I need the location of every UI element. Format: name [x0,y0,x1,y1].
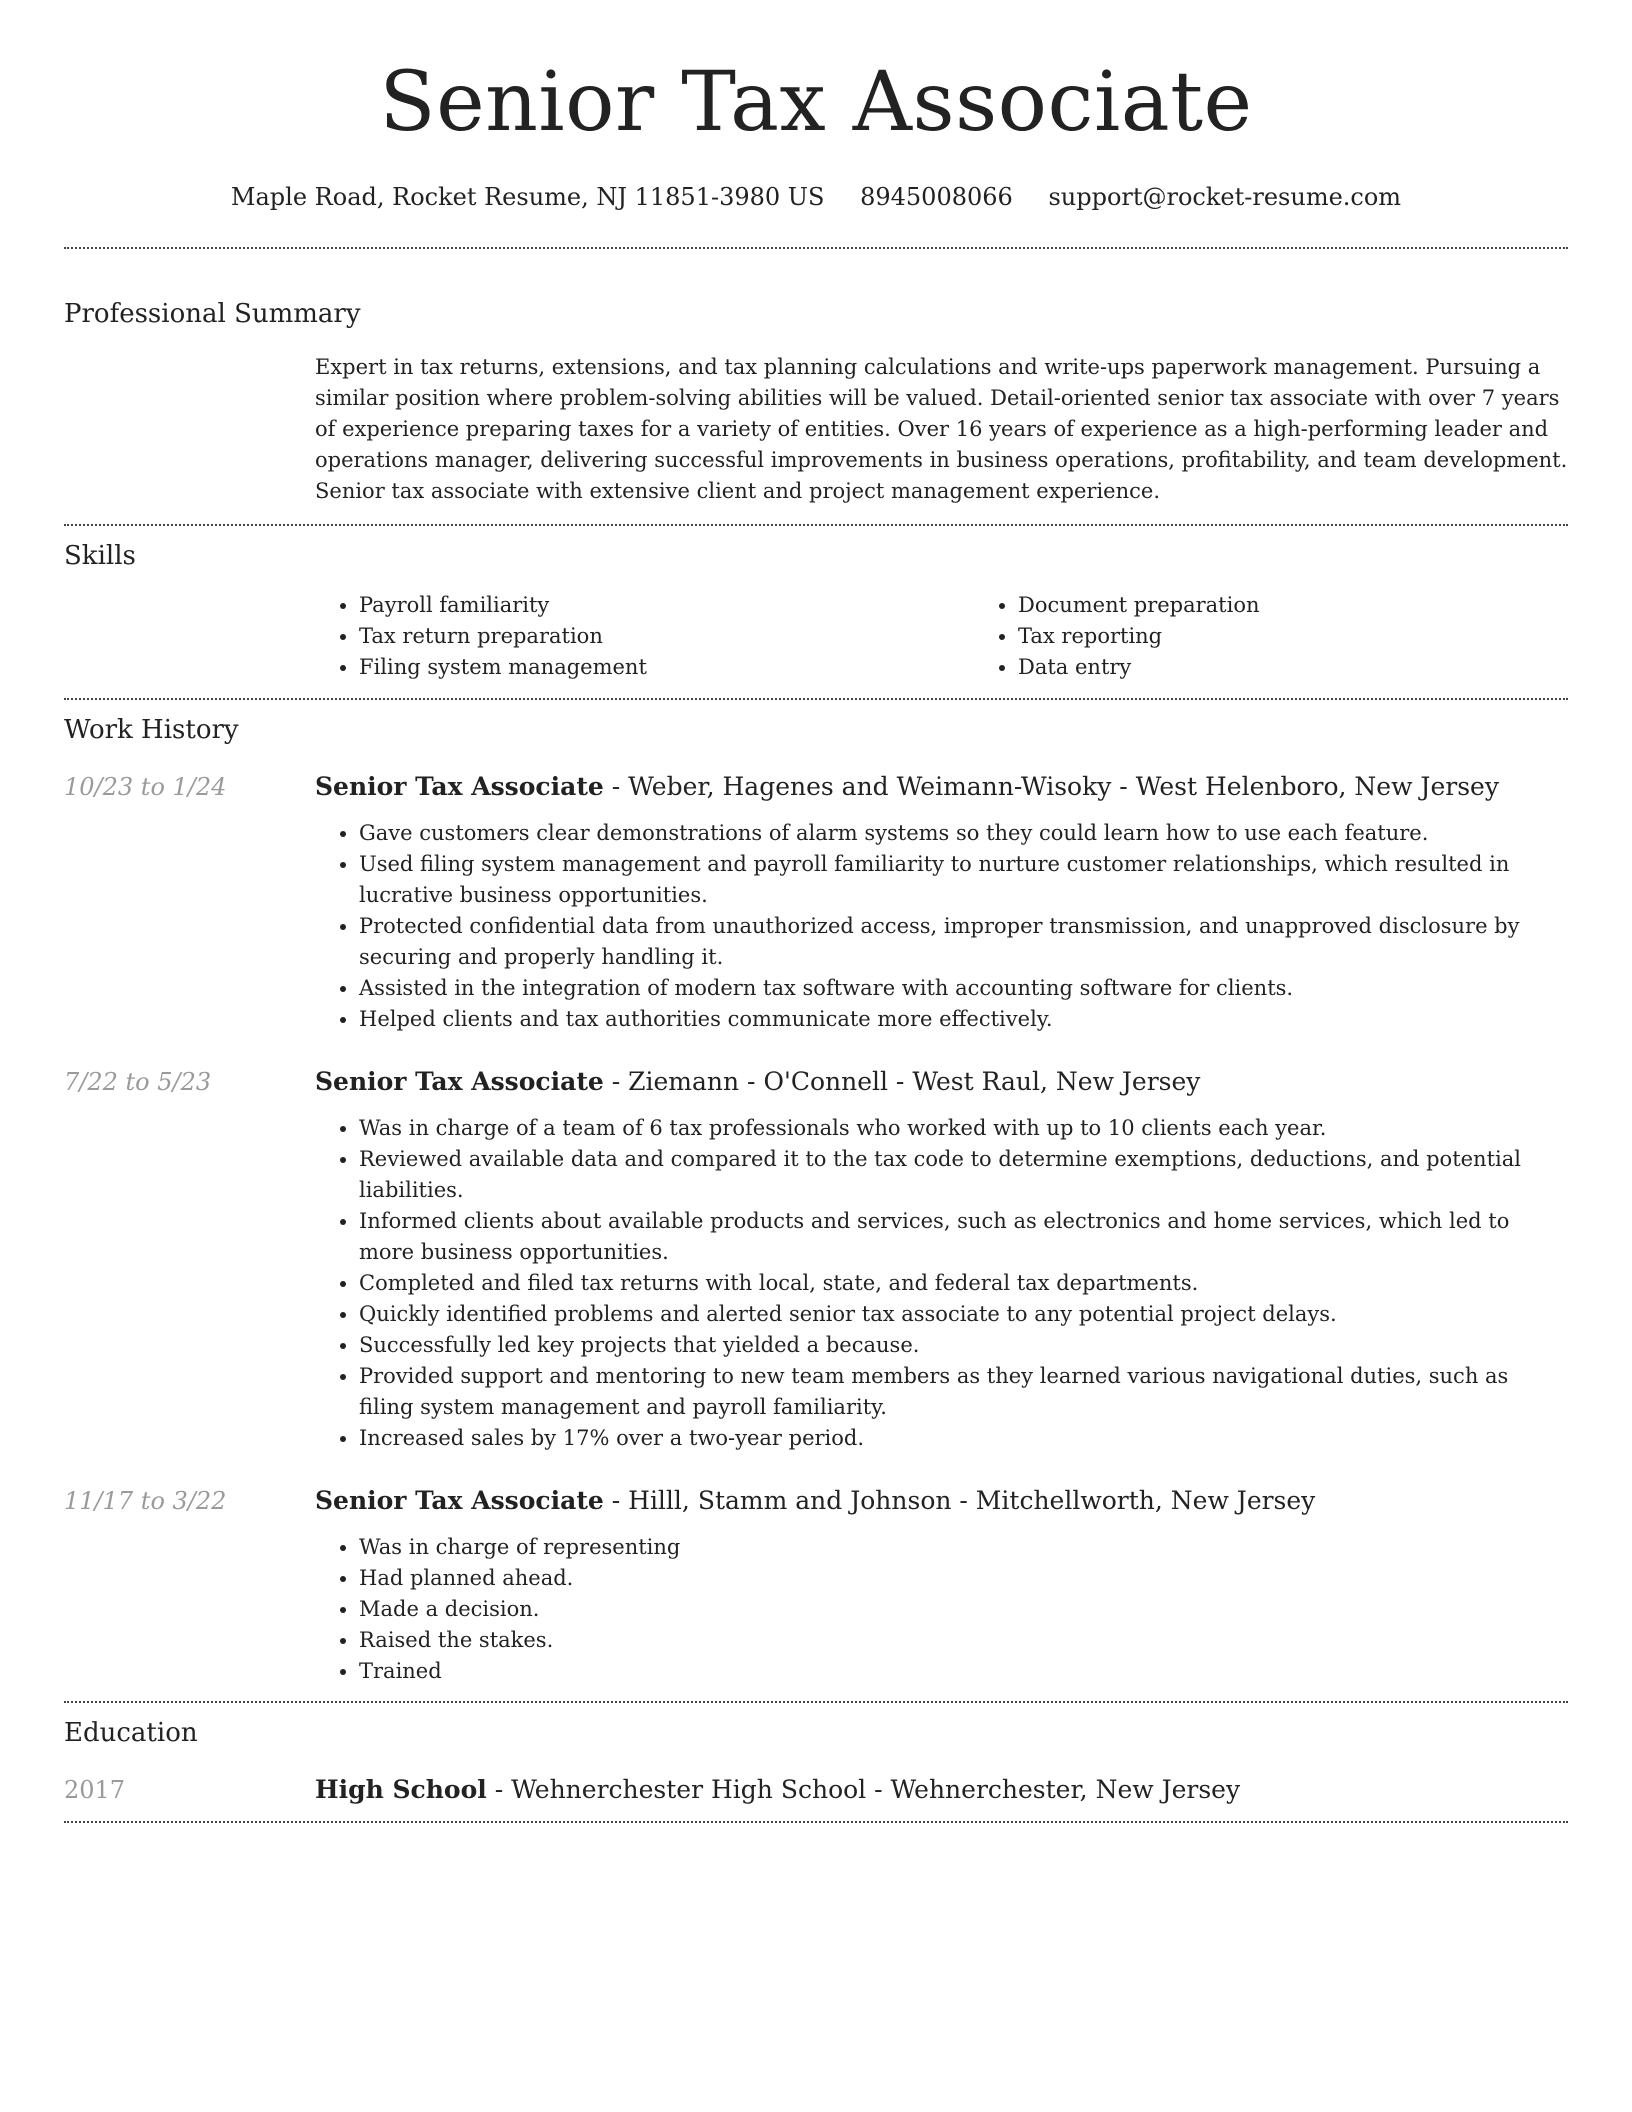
job-title [315,770,1568,804]
section-divider [64,698,1568,700]
skills-section [64,538,1568,683]
job-bullet: • Increased sales by 17% over a two-year period. [359,1423,1568,1454]
job-bullet: • Trained [359,1656,1568,1687]
summary-text: Expert in tax returns, extensions, and tax planning calculations and write-ups paperwork management. Pursuing a similar position where problem-solving abilities will be valued. Detail-oriented senior tax associate with over 7 years of experience preparing taxes for a variety of entities. Over 16 years of experience as a high-performing leader and operations manager, delivering successful improvements in business operations, profitability, and team development. Senior tax associate with extensive client and project management experience. [315,355,1568,503]
summary-heading: Professional Summary [64,299,361,329]
education-title [315,1773,1568,1807]
skills-list-left [315,590,974,683]
job-bullets [315,1113,1568,1454]
skill-item: • Document preparation [1018,590,1632,621]
job-bullet: • Protected confidential data from unauthorized access, improper transmission, and unapproved disclosure by securing and properly handling it. [359,911,1568,973]
education-degree: High School [315,1775,487,1804]
job-dates: 11/17 to 3/22 [64,1487,227,1515]
job-bullet: • Assisted in the integration of modern tax software with accounting software for clients. [359,973,1568,1004]
skills-list-right [974,590,1632,683]
job-bullet: • Made a decision. [359,1594,1568,1625]
job-employer: - Ziemann - O'Connell - West Raul, New Jersey [603,1067,1201,1096]
job-bullet: • Reviewed available data and compared it to the tax code to determine exemptions, deductions, and potential liabilities. [359,1144,1568,1206]
education-section [64,1715,1568,1807]
job-entry [64,1065,1568,1454]
job-bullet: • Was in charge of a team of 6 tax professionals who worked with up to 10 clients each year. [359,1113,1568,1144]
job-bullet: • Informed clients about available products and services, such as electronics and home services, which led to more business opportunities. [359,1206,1568,1268]
job-bullet: • Quickly identified problems and alerted senior tax associate to any potential project delays. [359,1299,1568,1330]
job-bullets [315,818,1568,1035]
education-school: - Wehnerchester High School - Wehnerchester, New Jersey [486,1775,1241,1804]
contact-email: support@rocket-resume.com [1048,183,1402,211]
job-bullet: • Used filing system management and payroll familiarity to nurture customer relationships, which resulted in lucrative business opportunities. [359,849,1568,911]
job-bullet: • Raised the stakes. [359,1625,1568,1656]
skill-item: • Payroll familiarity [359,590,974,621]
contact-line [64,180,1568,214]
job-bullet: • Had planned ahead. [359,1563,1568,1594]
job-dates: 7/22 to 5/23 [64,1068,212,1096]
skill-item: • Tax reporting [1018,621,1632,652]
job-bullet: • Was in charge of representing [359,1532,1568,1563]
resume-name-title: Senior Tax Associate [379,55,1253,150]
job-bullet: • Provided support and mentoring to new team members as they learned various navigational duties, such as filing system management and payroll familiarity. [359,1361,1568,1423]
skill-item: • Data entry [1018,652,1632,683]
education-date: 2017 [64,1776,126,1804]
work-history-section [64,712,1568,1687]
section-divider [64,1701,1568,1703]
job-employer: - Weber, Hagenes and Weimann-Wisoky - West Helenboro, New Jersey [603,772,1499,801]
contact-address: Maple Road, Rocket Resume, NJ 11851-3980 US [230,183,825,211]
job-role: Senior Tax Associate [315,1486,604,1515]
job-entry [64,1484,1568,1687]
job-bullet: • Completed and filed tax returns with local, state, and federal tax departments. [359,1268,1568,1299]
job-bullets [315,1532,1568,1687]
job-title [315,1484,1568,1518]
skill-item: • Tax return preparation [359,621,974,652]
job-role: Senior Tax Associate [315,1067,604,1096]
section-divider [64,524,1568,526]
job-dates: 10/23 to 1/24 [64,773,227,801]
section-divider [64,247,1568,249]
job-bullet: • Gave customers clear demonstrations of alarm systems so they could learn how to use each feature. [359,818,1568,849]
education-heading: Education [64,1718,198,1748]
skills-heading: Skills [64,541,136,571]
section-divider [64,1821,1568,1823]
job-entry [64,770,1568,1035]
summary-section [64,296,1568,507]
job-title [315,1065,1568,1099]
job-bullet: • Helped clients and tax authorities communicate more effectively. [359,1004,1568,1035]
contact-phone: 8945008066 [860,183,1013,211]
work-history-heading: Work History [64,715,239,745]
job-bullet: • Successfully led key projects that yielded a because. [359,1330,1568,1361]
skill-item: • Filing system management [359,652,974,683]
job-employer: - Hilll, Stamm and Johnson - Mitchellworth, New Jersey [603,1486,1316,1515]
job-role: Senior Tax Associate [315,772,604,801]
